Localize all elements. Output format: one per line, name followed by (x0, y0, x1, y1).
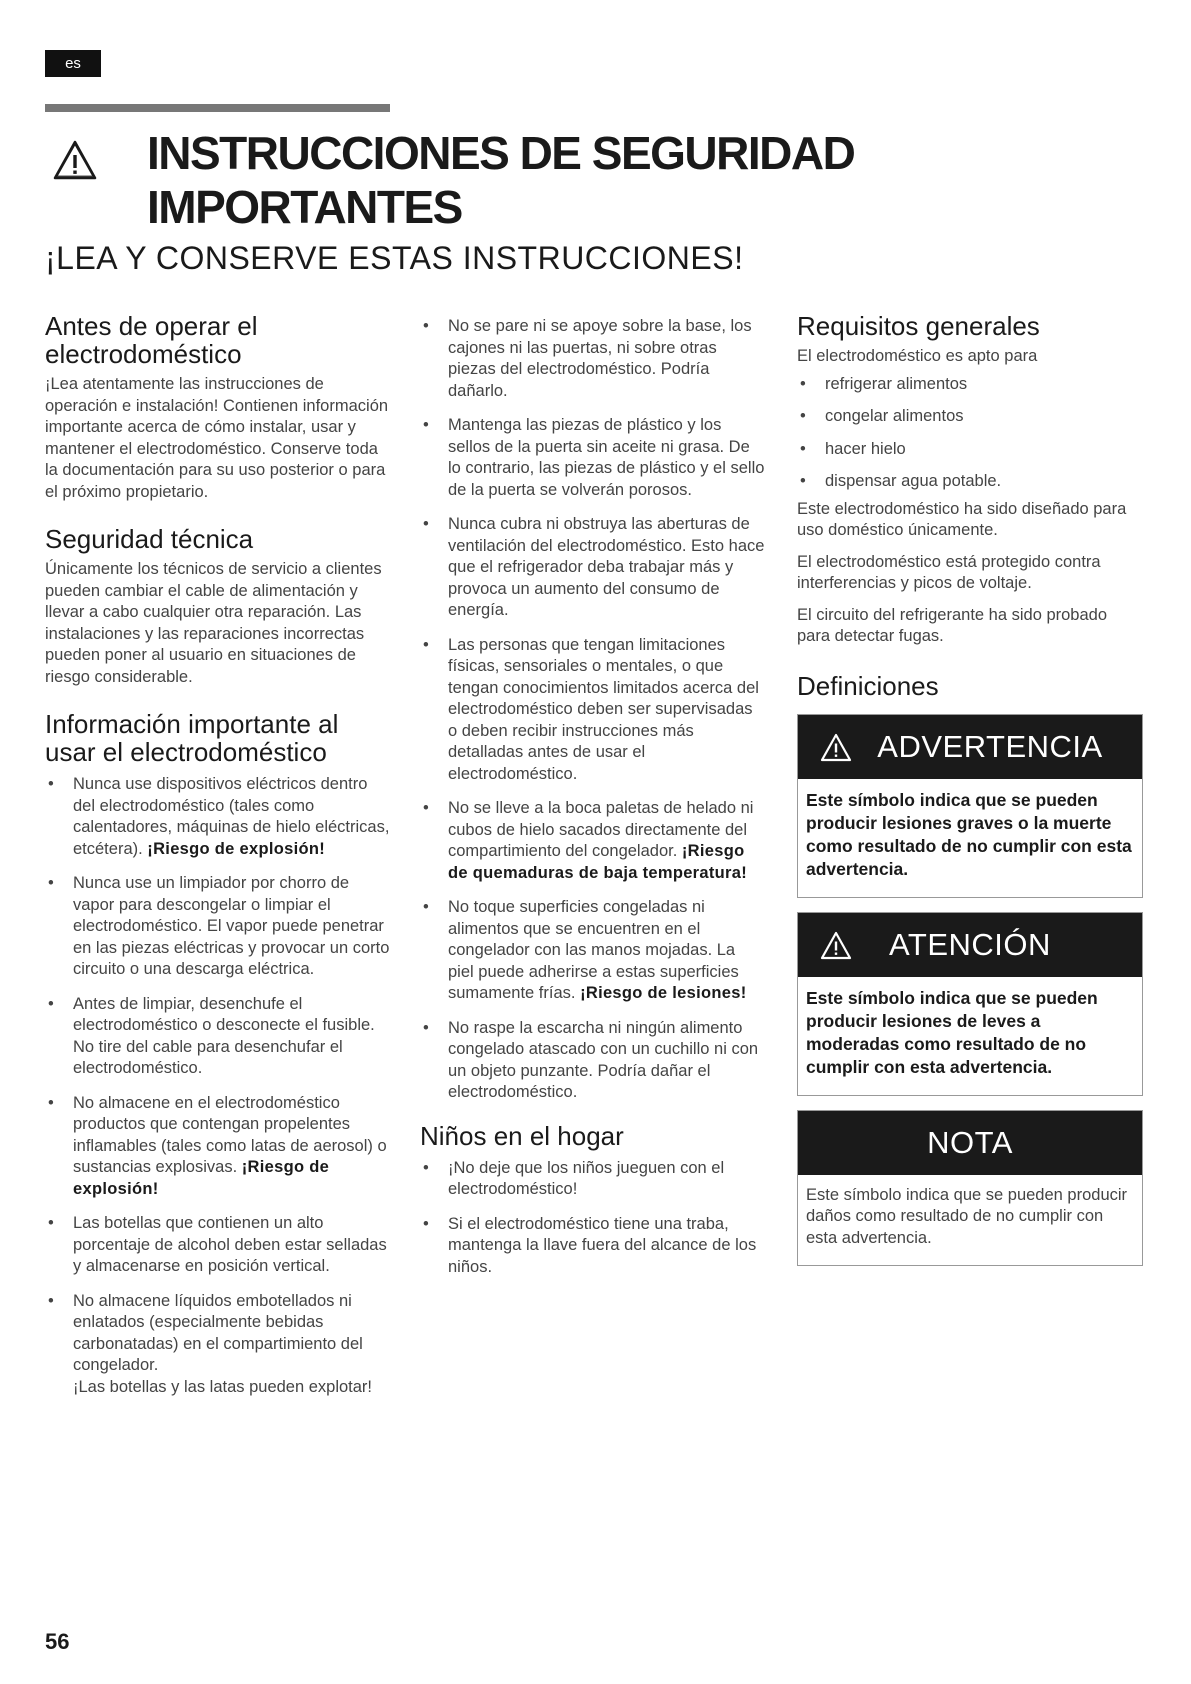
nota-box (797, 1110, 1143, 1267)
section-heading-seguridad: Seguridad técnica (45, 524, 254, 554)
warning-triangle-icon (820, 733, 852, 762)
list-item: • dispensar agua potable. (797, 471, 1143, 493)
safety-list-middle (420, 316, 765, 1104)
section-text-seguridad: Únicamente los técnicos de servicio a clientes pueden cambiar el cable de alimentación y llevar a cabo cualquier otra reparación. Las instalaciones y las reparaciones incorrectas pueden poner al usuario en situaciones de riesgo considerable. (45, 560, 382, 686)
section-heading-antes: Antes de operar el electrodoméstico (45, 311, 258, 369)
list-item: • No toque superficies congeladas ni alimentos que se encuentren en el congelador con las manos mojadas. La piel puede adherirse a estas superficies sumamente frías. ¡Riesgo de lesiones! (420, 897, 765, 1005)
list-item: • Si el electrodoméstico tiene una traba, mantenga la llave fuera del alcance de los niños. (420, 1214, 765, 1279)
column-left (45, 312, 390, 1411)
section-heading-ninos: Niños en el hogar (420, 1120, 624, 1151)
advertencia-header (798, 715, 1142, 779)
req-intro: El electrodoméstico es apto para (797, 347, 1038, 365)
list-item: • Antes de limpiar, desenchufe el electrodoméstico o desconecte el fusible. No tire del cable para desenchufar el electrodoméstico. (45, 994, 390, 1080)
column-middle (420, 316, 765, 1291)
language-tab: es (45, 50, 101, 77)
advertencia-box (797, 714, 1143, 898)
list-item: • Las botellas que contienen un alto porcentaje de alcohol deben estar selladas y almacenarse en posición vertical. (45, 1213, 390, 1278)
page-subtitle: ¡LEA Y CONSERVE ESTAS INSTRUCCIONES! (45, 240, 744, 276)
req-paragraph-1: Este electrodoméstico ha sido diseñado para uso doméstico únicamente. (797, 499, 1127, 539)
list-item: • No almacene líquidos embotellados ni enlatados (especialmente bebidas carbonatadas) en el compartimiento del congelador. ¡Las botellas y las latas pueden explotar! (45, 1291, 390, 1399)
section-heading-definiciones: Definiciones (797, 670, 939, 701)
advertencia-label: ADVERTENCIA (877, 728, 1103, 764)
nota-header (798, 1111, 1142, 1175)
atencion-text: Este símbolo indica que se pueden producir lesiones de leves a moderadas como resultado de no cumplir con esta advertencia. (806, 987, 1098, 1077)
section-heading-informacion: Información importante al usar el electrodoméstico (45, 709, 339, 767)
list-item: • No se lleve a la boca paletas de helado ni cubos de hielo sacados directamente del compartimiento del congelador. ¡Riesgo de quemaduras de baja temperatura! (420, 798, 765, 884)
page-number: 56 (45, 1629, 70, 1654)
list-item: • No raspe la escarcha ni ningún alimento congelado atascado con un cuchillo ni con un objeto punzante. Podría dañar el electrodoméstico. (420, 1018, 765, 1104)
nota-text: Este símbolo indica que se pueden producir daños como resultado de no cumplir con esta advertencia. (806, 1185, 1128, 1247)
section-heading-requisitos: Requisitos generales (797, 311, 1040, 341)
top-rule (45, 104, 390, 112)
list-item: • No almacene en el electrodoméstico productos que contengan propelentes inflamables (tales como latas de aerosol) o sustancias explosivas. ¡Riesgo de explosión! (45, 1093, 390, 1201)
list-item: • ¡No deje que los niños jueguen con el electrodoméstico! (420, 1158, 765, 1201)
req-list (797, 374, 1143, 493)
list-item: • congelar alimentos (797, 406, 1143, 428)
list-item: • refrigerar alimentos (797, 374, 1143, 396)
list-item: • Mantenga las piezas de plástico y los sellos de la puerta sin aceite ni grasa. De lo contrario, las piezas de plástico y el sello de la puerta se volverán porosos. (420, 415, 765, 501)
atencion-box (797, 912, 1143, 1096)
page-title: INSTRUCCIONES DE SEGURIDAD IMPORTANTES (147, 127, 855, 233)
warning-triangle-icon (52, 139, 98, 181)
kids-list (420, 1158, 765, 1279)
list-item: • Nunca use dispositivos eléctricos dentro del electrodoméstico (tales como calentadores, máquinas de hielo eléctricas, etcétera). ¡Riesgo de explosión! (45, 774, 390, 860)
req-paragraph-2: El electrodoméstico está protegido contra interferencias y picos de voltaje. (797, 552, 1101, 592)
list-item: • Nunca use un limpiador por chorro de vapor para descongelar o limpiar el electrodoméstico. El vapor puede penetrar en las piezas eléctricas y provocar un corto circuito o una descarga eléctrica. (45, 873, 390, 981)
list-item: • Nunca cubra ni obstruya las aberturas de ventilación del electrodoméstico. Esto hace que el refrigerador deba trabajar más y provoca un aumento del consumo de energía. (420, 514, 765, 622)
safety-list-left (45, 774, 390, 1398)
list-item: • No se pare ni se apoye sobre la base, los cajones ni las puertas, ni sobre otras piezas del electrodoméstico. Podría dañarlo. (420, 316, 765, 402)
atencion-label: ATENCIÓN (889, 926, 1051, 962)
req-paragraph-3: El circuito del refrigerante ha sido probado para detectar fugas. (797, 605, 1108, 645)
nota-label: NOTA (927, 1124, 1013, 1160)
column-right (797, 312, 1143, 1266)
list-item: • hacer hielo (797, 439, 1143, 461)
atencion-header (798, 913, 1142, 977)
section-text-antes: ¡Lea atentamente las instrucciones de operación e instalación! Contienen información importante acerca de cómo instalar, usar y mantener el electrodoméstico. Conserve toda la documentación para su uso posterior o para el próximo propietario. (45, 375, 389, 501)
warning-triangle-icon (820, 931, 852, 960)
list-item: • Las personas que tengan limitaciones físicas, sensoriales o mentales, o que tengan conocimientos limitados acerca del electrodoméstico deben ser supervisadas o deben recibir instrucciones más detalladas antes de usar el electrodoméstico. (420, 635, 765, 786)
advertencia-text: Este símbolo indica que se pueden producir lesiones graves o la muerte como resultado de no cumplir con esta advertencia. (806, 789, 1132, 879)
